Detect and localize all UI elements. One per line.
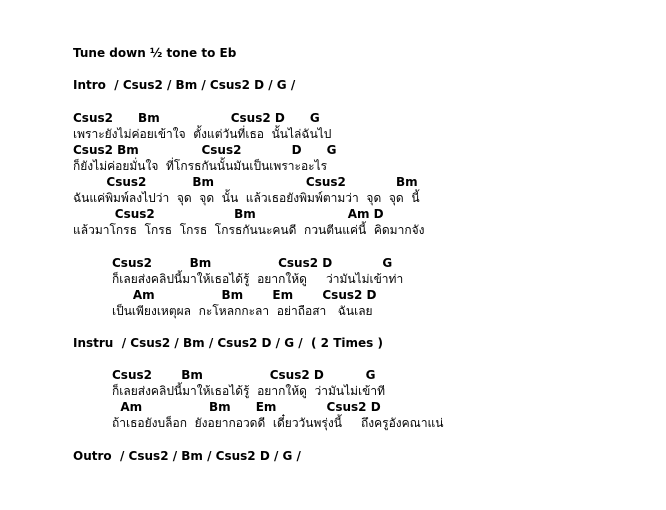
instru-line: Instru / Csus2 / Bm / Csus2 D / G / ( 2 Times )	[73, 336, 383, 350]
verse-lyric-line: ก็ยังไม่ค่อยมั่นใจ ที่โกรธกันนั้นมันเป็นเพราะอะไร	[73, 159, 328, 173]
chorus-lyric-line: ก็เลยส่งคลิปนี้มาให้เธอได้รู้ อยากให้ดู ว่ามันไม่เข้าที	[112, 384, 386, 398]
verse-lyric-line: เพราะยังไม่ค่อยเข้าใจ ตั้งแต่วันที่เธอ นั้นไล่ฉันไป	[73, 127, 332, 141]
chorus-chord-line: Csus2 Bm Csus2 D G	[112, 368, 376, 382]
intro-line: Intro / Csus2 / Bm / Csus2 D / G /	[73, 78, 296, 92]
verse-chord-line: Csus2 Bm Csus2 Bm	[73, 175, 418, 189]
tuning-note: Tune down ½ tone to Eb	[73, 46, 237, 60]
verse-lyric-line: แล้วมาโกรธ โกรธ โกรธ โกรธกันนะคนดี กวนตีนแค่นี้ คิดมากจัง	[73, 223, 425, 237]
chorus-chord-line: Am Bm Em Csus2 D	[112, 400, 381, 414]
verse-chord-line: Csus2 Bm Csus2 D G	[73, 111, 320, 125]
chorus-chord-line: Csus2 Bm Csus2 D G	[112, 256, 393, 270]
verse-chord-line: Csus2 Bm Am D	[73, 207, 384, 221]
verse-chord-line: Csus2 Bm Csus2 D G	[73, 143, 337, 157]
chorus-lyric-line: เป็นเพียงเหตุผล กะโหลกกะลา อย่าถือสา ฉันเลย	[112, 304, 373, 318]
chorus-lyric-line: ถ้าเธอยังบล็อก ยังอยากอวดดี เดี๋ยววันพรุ่งนี้ ถึงครูอังคณาแน่	[112, 416, 444, 430]
outro-line: Outro / Csus2 / Bm / Csus2 D / G /	[73, 449, 301, 463]
chorus-lyric-line: ก็เลยส่งคลิปนี้มาให้เธอได้รู้ อยากให้ดู ว่ามันไม่เข้าท่า	[112, 272, 404, 286]
verse-lyric-line: ฉันแค่พิมพ์ลงไปว่า จุด จุด นั้น แล้วเธอยังพิมพ์ตามว่า จุด จุด นี้	[73, 191, 420, 205]
chorus-chord-line: Am Bm Em Csus2 D	[112, 288, 377, 302]
